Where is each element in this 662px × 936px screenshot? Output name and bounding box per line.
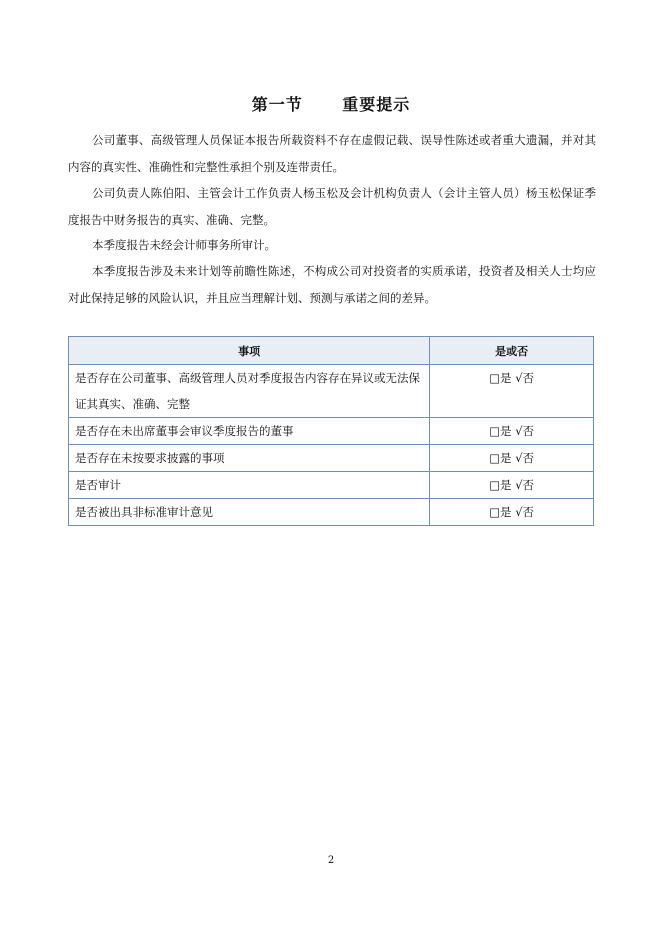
forward-looking-paragraph: 本季度报告涉及未来计划等前瞻性陈述，不构成公司对投资者的实质承诺，投资者及相关人士均应对此保持足够的风险认识，并且应当理解计划、预测与承诺之间的差异。: [68, 264, 596, 305]
audit-paragraph: 本季度报告未经会计师事务所审计。: [92, 238, 276, 252]
column-header-item: 事项: [69, 337, 430, 365]
disclosure-table: [68, 336, 594, 526]
row-answer: □是 √否: [430, 418, 594, 445]
responsibility-paragraph: 公司负责人陈伯阳、主管会计工作负责人杨玉松及会计机构负责人（会计主管人员）杨玉松保证季度报告中财务报告的真实、准确、完整。: [68, 186, 596, 227]
page-number: 2: [327, 855, 335, 866]
row-answer: □是 √否: [430, 499, 594, 526]
section-title: 第一节 重要提示: [251, 95, 411, 114]
table-row: [69, 445, 594, 472]
disclaimer-paragraph: 公司董事、高级管理人员保证本报告所载资料不存在虚假记载、误导性陈述或者重大遗漏，并对其内容的真实性、准确性和完整性承担个别及连带责任。: [68, 133, 596, 174]
row-item: 是否被出具非标准审计意见: [69, 499, 430, 526]
row-item: 是否审计: [69, 472, 430, 499]
row-item: 是否存在未按要求披露的事项: [69, 445, 430, 472]
row-answer: □是 √否: [430, 445, 594, 472]
table-row: [69, 499, 594, 526]
table-row: [69, 472, 594, 499]
row-answer: □是 √否: [430, 472, 594, 499]
row-item: 是否存在未出席董事会审议季度报告的董事: [69, 418, 430, 445]
table-row: [69, 418, 594, 445]
column-header-answer: 是或否: [430, 337, 594, 365]
table-row: [69, 365, 594, 418]
table-header-row: [69, 337, 594, 365]
row-answer: □是 √否: [430, 365, 594, 418]
row-item: 是否存在公司董事、高级管理人员对季度报告内容存在异议或无法保证其真实、准确、完整: [69, 365, 430, 418]
